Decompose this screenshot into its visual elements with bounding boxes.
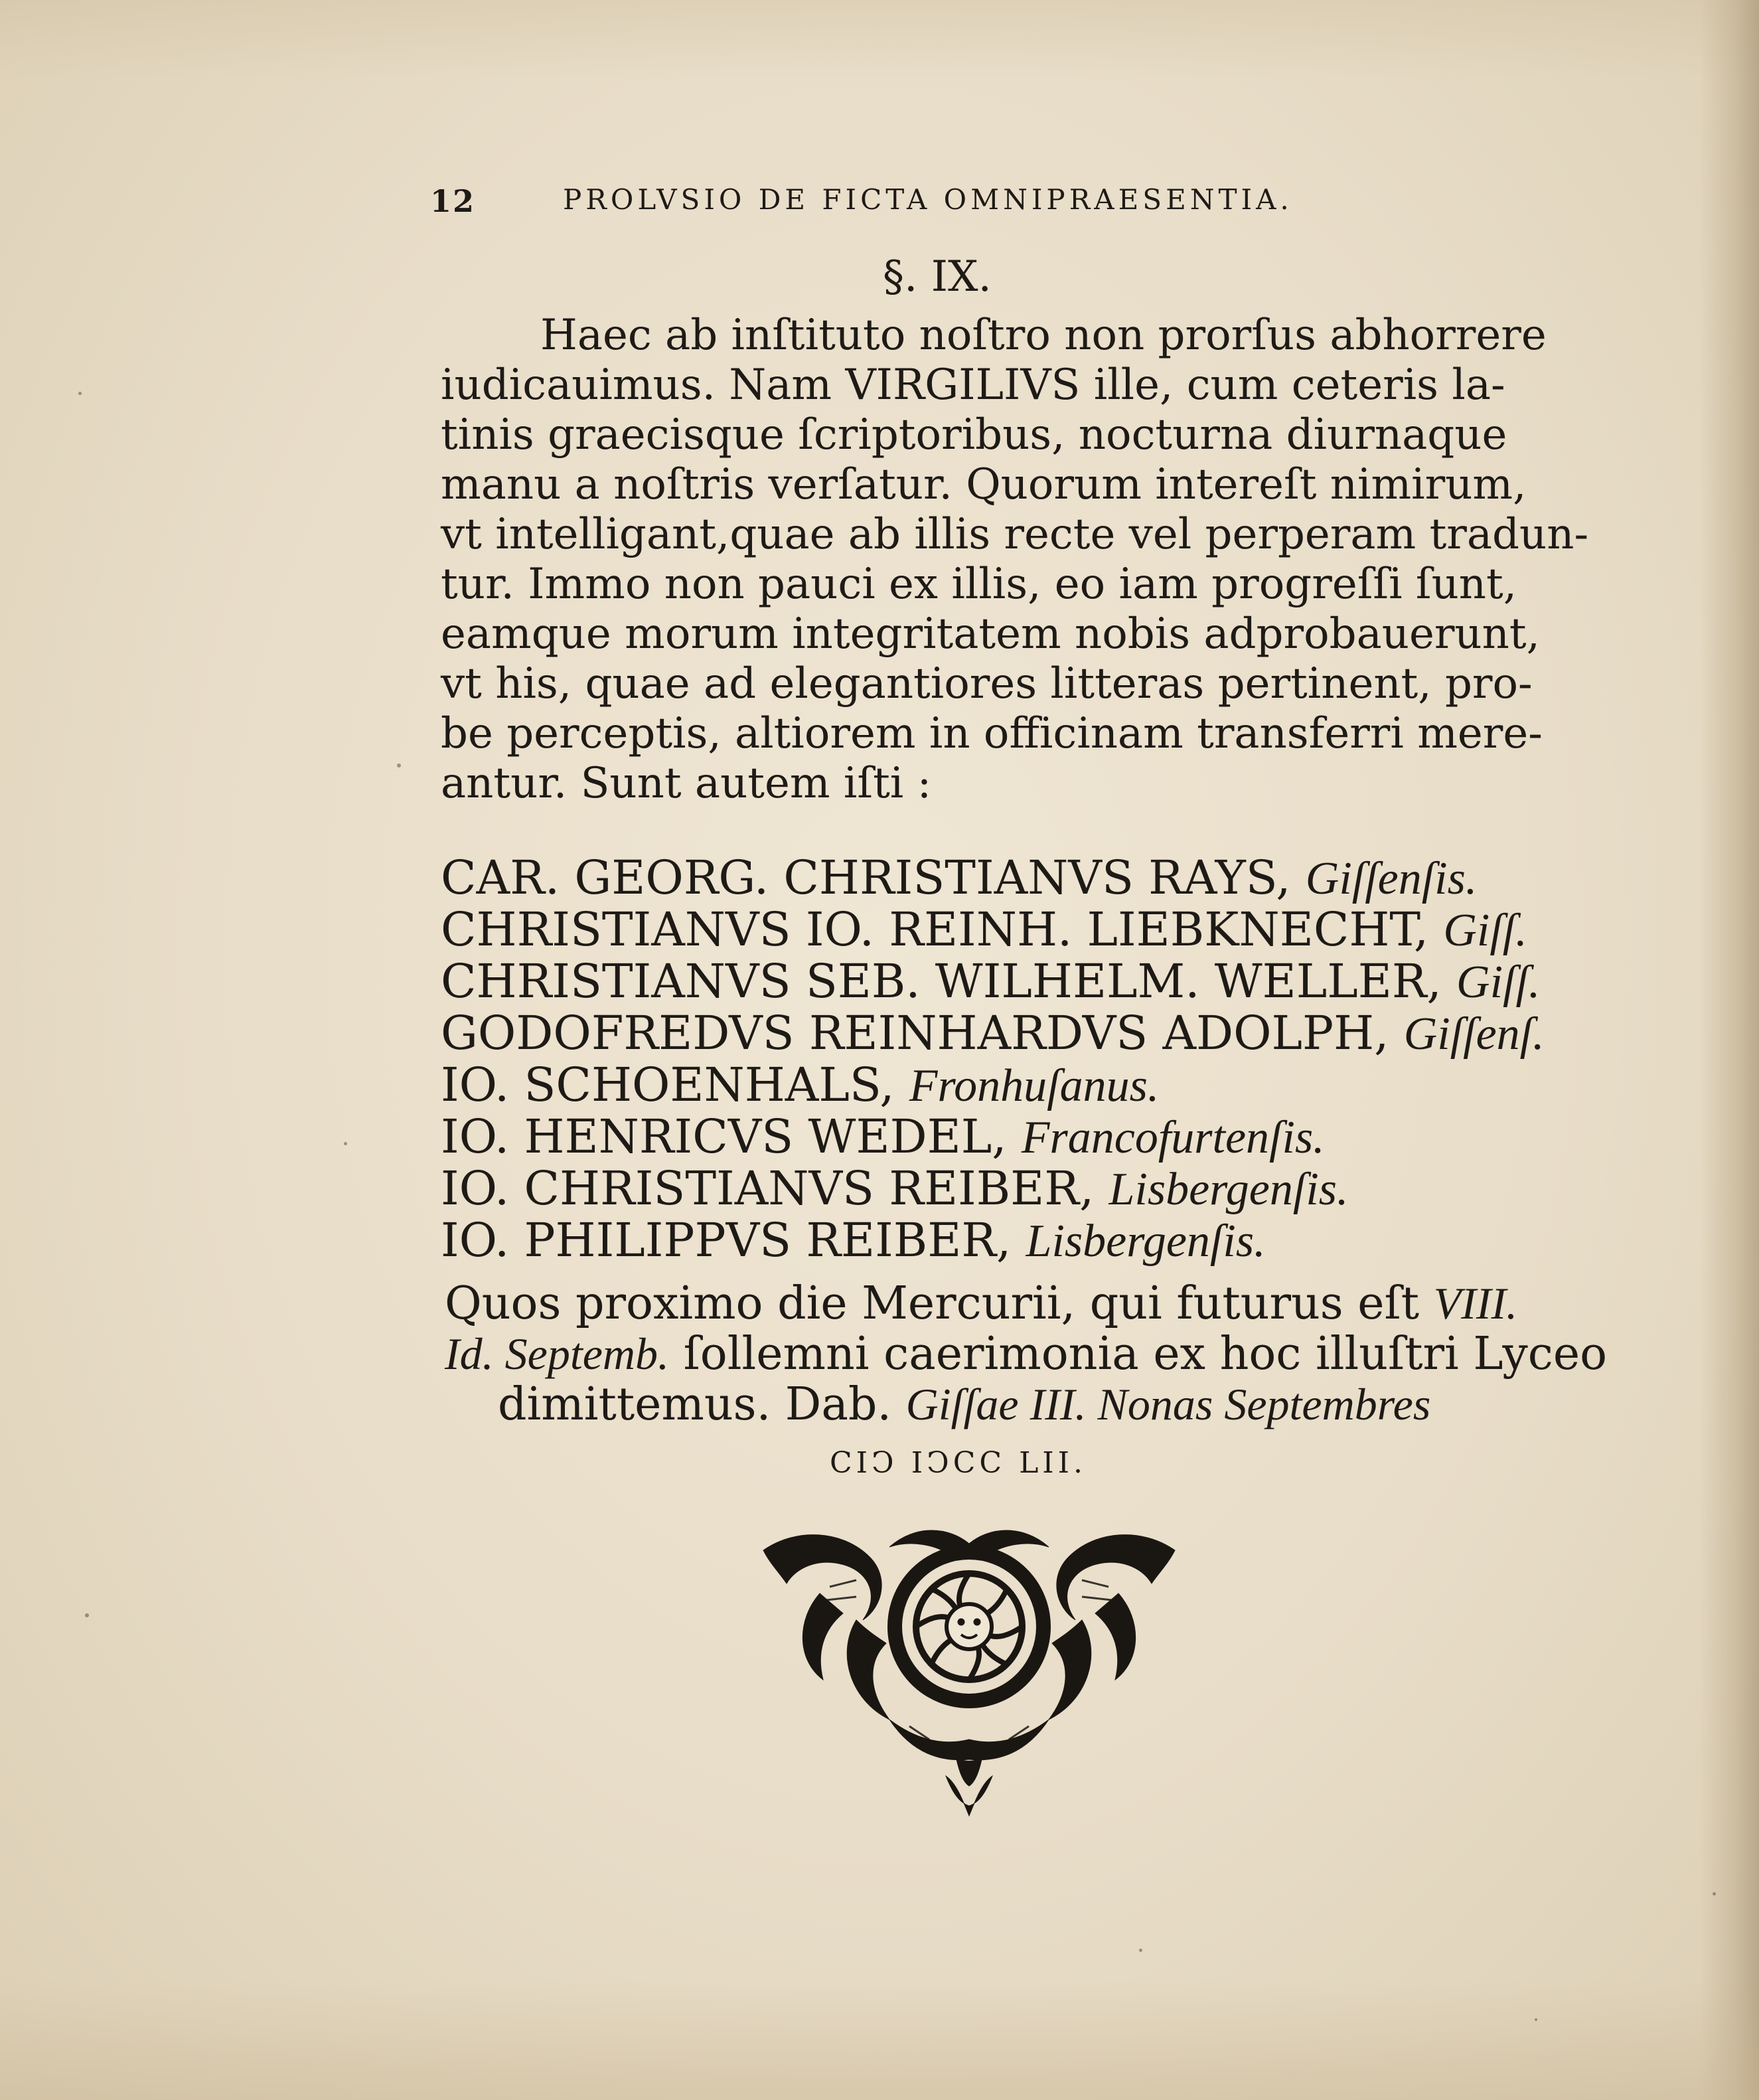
paragraph-line: eamque morum integritatem nobis adprobauerunt, [441, 609, 1540, 659]
closing-text: dimittemus. Dab. [498, 1378, 906, 1431]
student-list [441, 850, 1545, 1267]
paper-edge-bottom [0, 1980, 1759, 2100]
list-item [441, 1006, 1545, 1060]
list-item [441, 1059, 1503, 1111]
student-name: IO. PHILIPPVS REIBER, [441, 1213, 1026, 1267]
paper-speck [1713, 1892, 1716, 1896]
section-heading: §. IX. [883, 252, 992, 301]
paper-speck [344, 1142, 347, 1145]
paper-speck [397, 764, 401, 767]
date-line: CIↃ IↃCC LII. [830, 1446, 1087, 1480]
closing-italic: Giſſae III. Nonas Septembres [905, 1379, 1431, 1429]
student-origin: Giſſenſ. [1403, 1009, 1545, 1060]
paragraph-line: vt intelligant,quae ab illis recte vel perperam tradun- [441, 510, 1589, 559]
paper-edge-top [0, 0, 1759, 80]
student-origin: Fronhuſanus. [909, 1060, 1160, 1111]
closing-text: Quos proximo die Mercurii, qui futurus eſt [445, 1277, 1434, 1330]
paragraph-line: vt his, quae ad elegantiores litteras pertinent, pro- [441, 659, 1533, 708]
student-origin: Giſſ. [1443, 905, 1527, 956]
page-header [430, 178, 1359, 224]
paper-edge-right [1699, 0, 1759, 2100]
student-name: IO. SCHOENHALS, [441, 1058, 909, 1112]
paragraph-line: Haec ab inſtituto noſtro non prorſus abhorrere [540, 311, 1547, 360]
student-origin: Giſſenſis. [1305, 853, 1478, 904]
closing-text: ſollemni caerimonia ex hoc illuſtri Lyceo [669, 1328, 1608, 1380]
list-item [441, 954, 1541, 1009]
closing-paragraph [445, 1277, 1608, 1431]
student-name: GODOFREDVS REINHARDVS ADOLPH, [441, 1006, 1404, 1060]
list-item [441, 1214, 1503, 1266]
student-origin: Francofurtenſis. [1021, 1112, 1325, 1163]
paragraph-line: antur. Sunt autem iſti : [441, 759, 932, 808]
closing-italic: Id. Septemb. [445, 1329, 670, 1379]
student-name: CHRISTIANVS SEB. WILHELM. WELLER, [441, 954, 1457, 1009]
list-item [441, 1111, 1503, 1163]
paragraph-line: iudicauimus. Nam VIRGILIVS ille, cum ceteris la- [441, 361, 1505, 410]
student-name: IO. CHRISTIANVS REIBER, [441, 1161, 1109, 1216]
closing-line [445, 1278, 1533, 1329]
paper-speck [1535, 2018, 1537, 2021]
paragraph-line: be perceptis, altiorem in officinam transferri mere- [441, 709, 1543, 758]
paper-speck [78, 392, 82, 395]
paragraph-line: manu a noſtris verſatur. Quorum intereſt nimirum, [441, 460, 1527, 509]
paper-speck [1139, 1949, 1142, 1952]
closing-line [445, 1328, 1608, 1380]
paragraph-line: tinis graecisque ſcriptoribus, nocturna diurnaque [441, 410, 1507, 459]
paper-speck [85, 1613, 89, 1617]
student-origin: Lisbergenſis. [1026, 1216, 1266, 1267]
floral-tailpiece-icon [757, 1520, 1182, 1819]
running-head: PROLVSIO DE FICTA OMNIPRAESENTIA. [563, 183, 1293, 216]
student-name: IO. HENRICVS WEDEL, [441, 1109, 1022, 1164]
body-paragraph [441, 311, 1589, 809]
page-number: 12 [430, 183, 476, 219]
closing-italic: VIII. [1433, 1278, 1518, 1329]
student-origin: Lisbergenſis. [1109, 1164, 1349, 1215]
list-item [441, 1163, 1503, 1214]
closing-line [445, 1379, 1533, 1429]
list-item [441, 902, 1527, 957]
student-name: CHRISTIANVS IO. REINH. LIEBKNECHT, [441, 902, 1444, 957]
student-origin: Giſſ. [1456, 957, 1541, 1008]
list-item [441, 852, 1503, 904]
paragraph-line: tur. Immo non pauci ex illis, eo iam progreſſi ſunt, [441, 560, 1517, 609]
student-name: CAR. GEORG. CHRISTIANVS RAYS, [441, 850, 1306, 905]
